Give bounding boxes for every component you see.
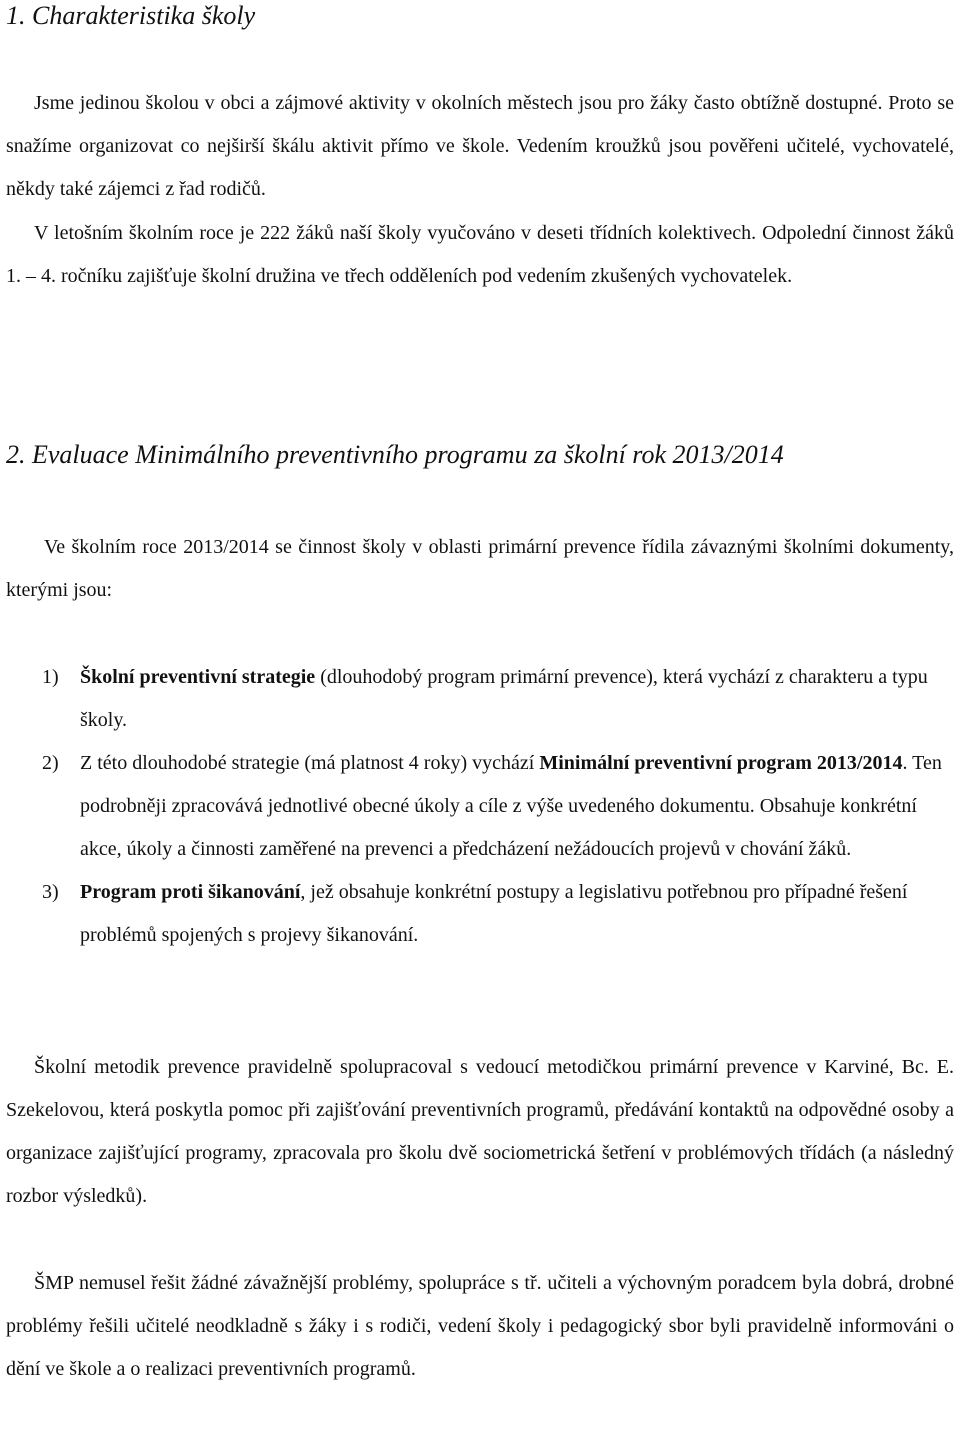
list-item (42, 656, 954, 742)
section-1-heading: 1. Charakteristika školy (6, 1, 256, 30)
list-item-number: 1) (42, 666, 59, 688)
list-item (42, 742, 954, 871)
list-item-text: (dlouhodobý program primární prevence), která vychází z charakteru a typu školy. (80, 666, 928, 731)
list-item-bold: Minimální preventivní program 2013/2014 (539, 752, 903, 774)
list-item-pre: Z této dlouhodobé strategie (má platnost 4 roky) vychází (80, 752, 540, 774)
paragraph-metodik: Školní metodik prevence pravidelně spolupracoval s vedoucí metodičkou primární prevence v Karviné, Bc. E. Szekelovou, která poskytla pomoc při zajišťování preventivních programů, předávání kontaktů na odpovědné osoby a organizace zajišťující programy, zpracovala pro školu dvě sociometrická šetření v problémových třídách (a následný rozbor výsledků). (6, 1056, 954, 1207)
section-1-paragraph: Jsme jedinou školou v obci a zájmové aktivity v okolních městech jsou pro žáky často obtížně dostupné. Proto se snažíme organizovat co nejširší škálu aktivit přímo ve škole. Vedením kroužků jsou pověřeni učitelé, vychovatelé, někdy také zájemci z řad rodičů. (6, 92, 954, 200)
list-item (42, 871, 954, 957)
documents-list (42, 656, 954, 957)
list-item-number: 2) (42, 752, 59, 774)
list-item-text: , jež obsahuje konkrétní postupy a legislativu potřebnou pro případné řešení problémů spojených s projevy šikanování. (80, 881, 908, 946)
list-item-number: 3) (42, 881, 59, 903)
list-item-bold: Školní preventivní strategie (80, 666, 316, 688)
section-2-heading: 2. Evaluace Minimálního preventivního programu za školní rok 2013/2014 (6, 440, 784, 469)
section-2-intro: Ve školním roce 2013/2014 se činnost školy v oblasti primární prevence řídila závaznými školními dokumenty, kterými jsou: (6, 536, 954, 601)
list-item-text: . Ten podrobněji zpracovává jednotlivé obecné úkoly a cíle z výše uvedeného dokumentu. Obsahuje konkrétní akce, úkoly a činnosti zaměřené na prevenci a předcházení nežádoucích projevů v chování žáků. (80, 752, 942, 860)
list-item-bold: Program proti šikanování (80, 881, 301, 903)
paragraph-smp: ŠMP nemusel řešit žádné závažnější problémy, spolupráce s tř. učiteli a výchovným poradcem byla dobrá, drobné problémy řešili učitelé neodkladně s žáky i s rodiči, vedení školy i pedagogický sbor byli pravidelně informováni o dění ve škole a o realizaci preventivních programů. (6, 1272, 954, 1380)
section-1-paragraph-2: V letošním školním roce je 222 žáků naší školy vyučováno v deseti třídních kolektivech. Odpolední činnost žáků 1. – 4. ročníku zajišťuje školní družina ve třech odděleních pod vedením zkušených vychovatelek. (6, 222, 954, 287)
